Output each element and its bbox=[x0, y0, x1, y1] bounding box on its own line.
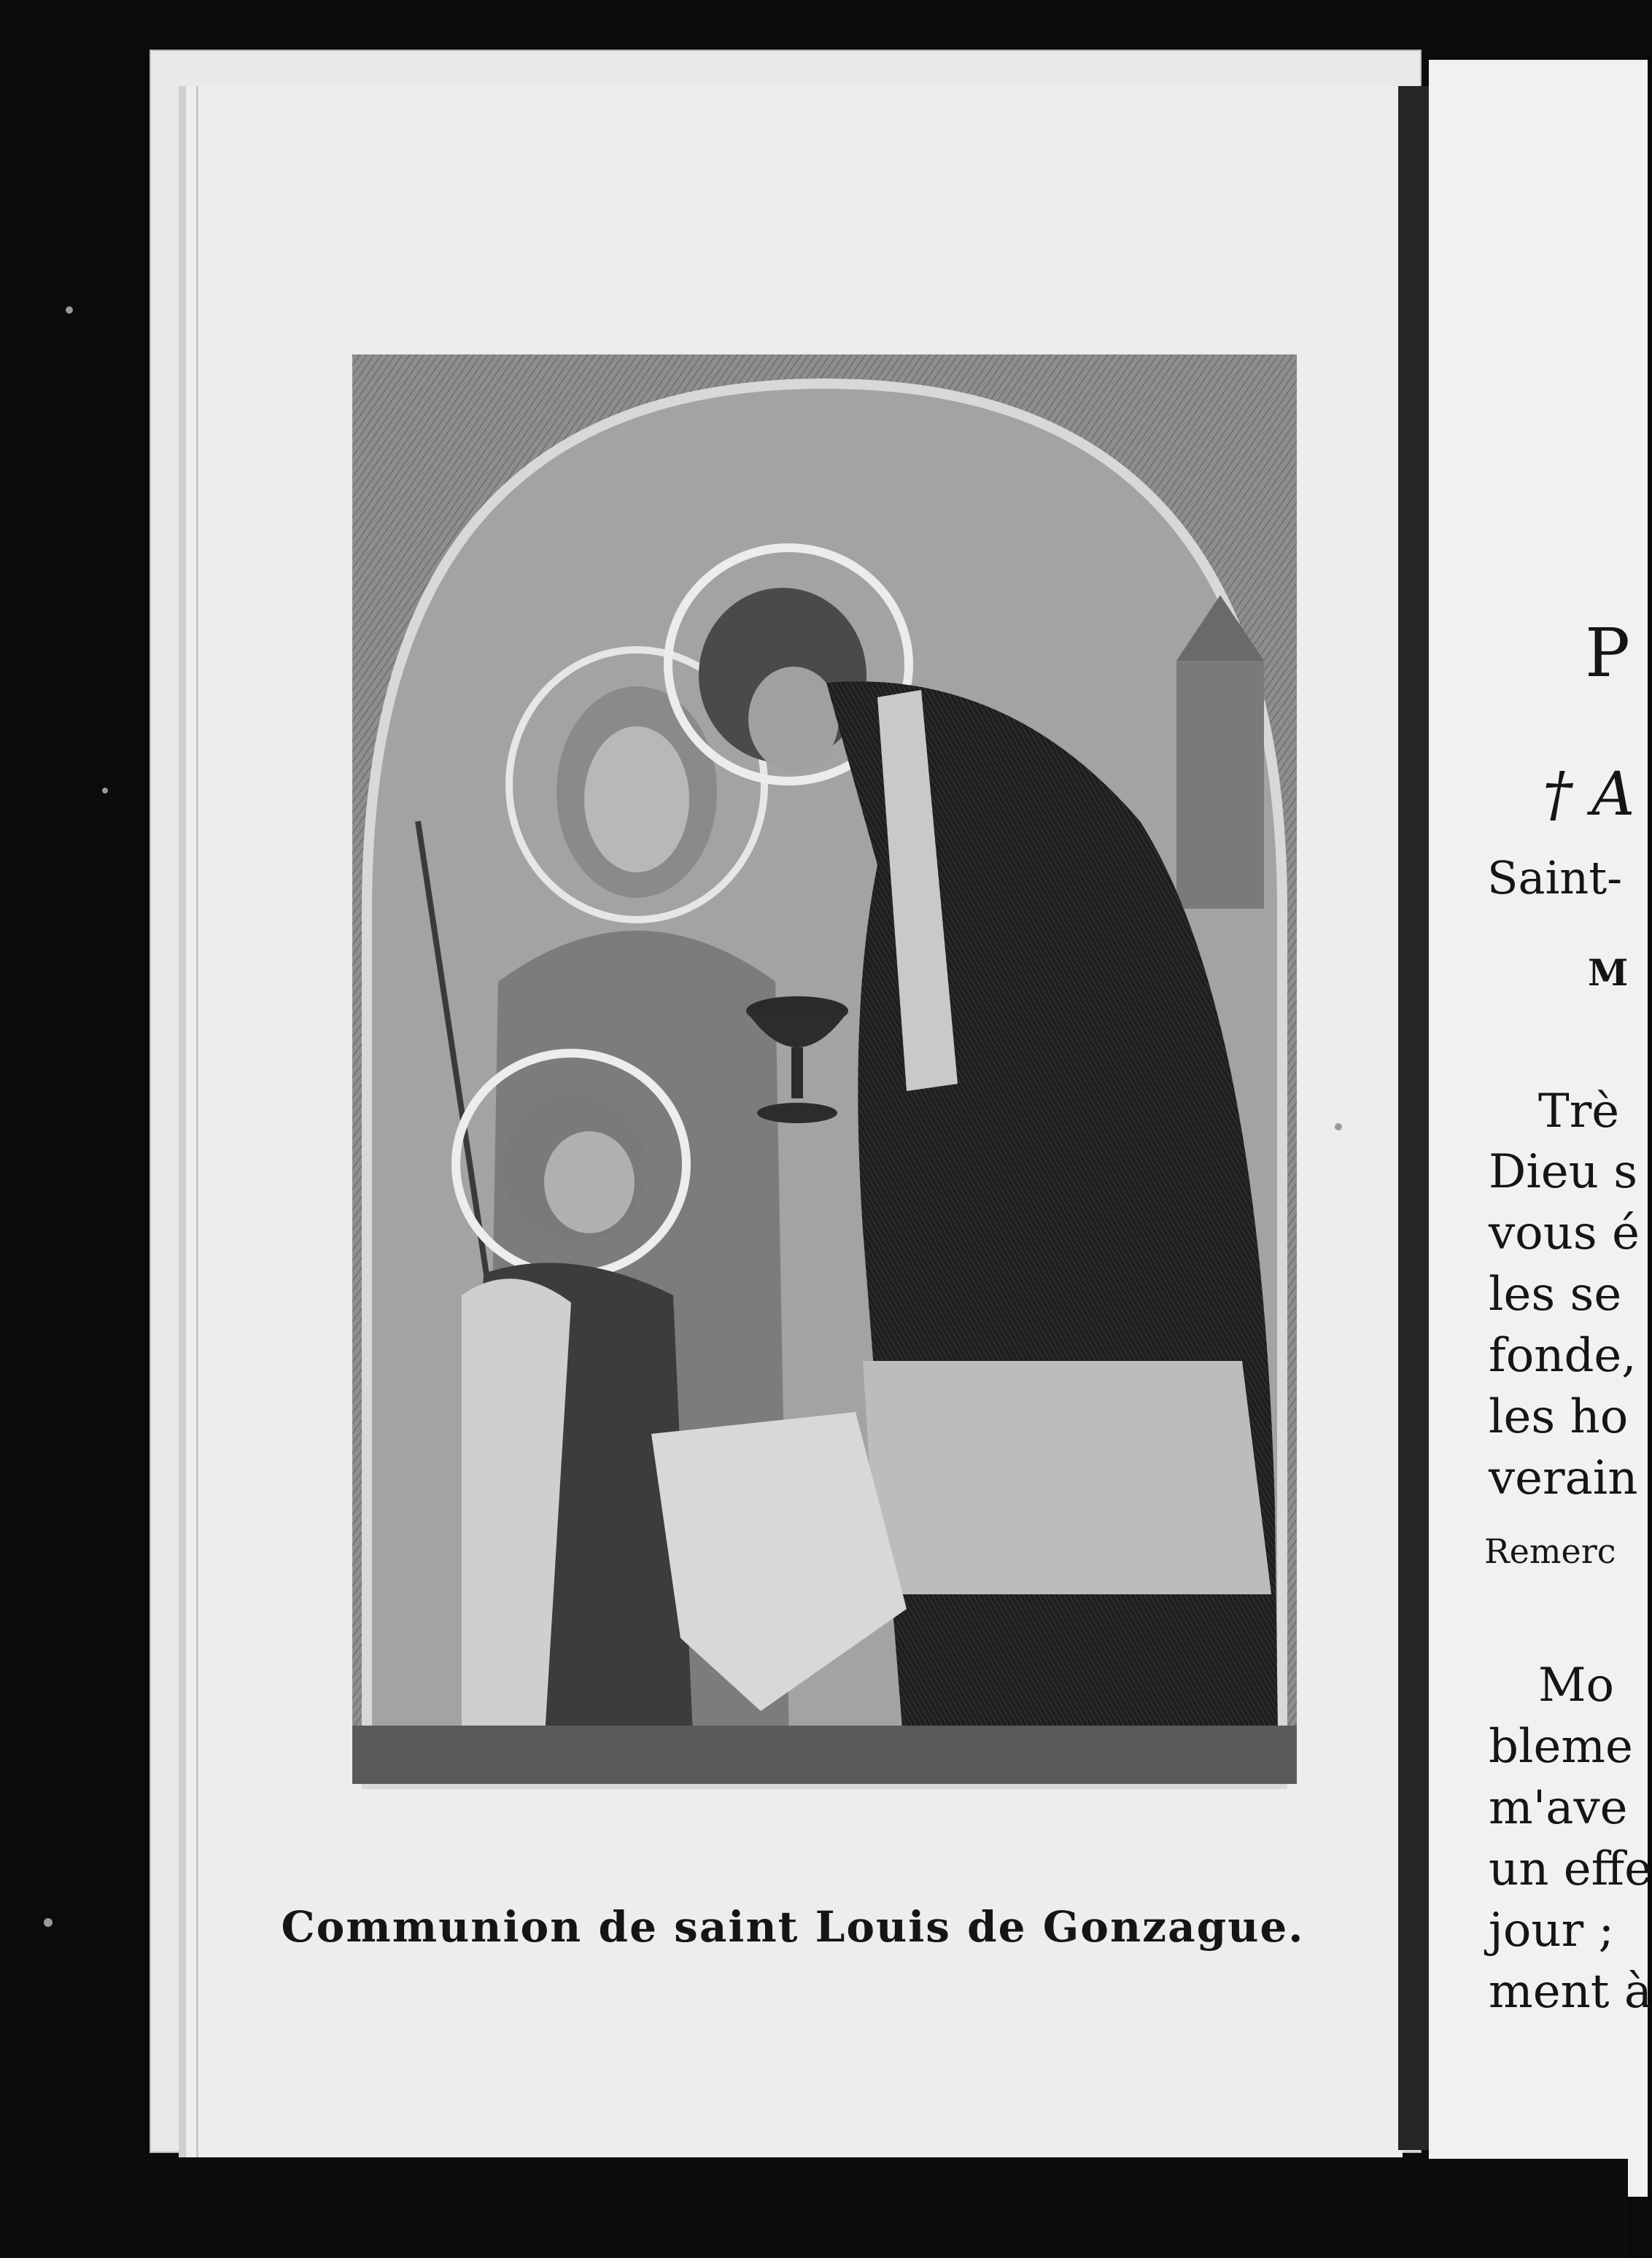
paragraph-2-line: m'ave bbox=[1489, 1781, 1628, 1835]
dust-speck bbox=[102, 788, 108, 794]
left-page bbox=[179, 86, 1403, 2157]
paragraph-2-line: jour ; bbox=[1489, 1904, 1615, 1958]
paragraph-1-line: les se bbox=[1489, 1268, 1622, 1322]
note-line: Remerc bbox=[1484, 1532, 1616, 1571]
paragraph-1-line: Trè bbox=[1538, 1085, 1620, 1138]
paragraph-2-line: un effe bbox=[1489, 1842, 1652, 1896]
illustration-caption: Communion de saint Louis de Gonzague. bbox=[281, 1902, 1305, 1952]
dust-speck bbox=[1335, 1123, 1342, 1130]
right-page bbox=[1429, 60, 1652, 2197]
paragraph-2-line: ment à bbox=[1489, 1965, 1652, 2019]
right-place-line: Saint- bbox=[1487, 851, 1623, 904]
right-m-line: M bbox=[1588, 951, 1629, 994]
engraving-artwork bbox=[352, 354, 1297, 1784]
page-gutter bbox=[1398, 86, 1429, 2150]
engraving-illustration bbox=[352, 354, 1297, 1784]
paragraph-2-line: bleme bbox=[1489, 1720, 1633, 1774]
paragraph-1-line: verain bbox=[1489, 1451, 1638, 1505]
right-cross-line: † A bbox=[1543, 760, 1635, 829]
paragraph-1-line: vous é bbox=[1489, 1206, 1640, 1260]
paragraph-1-line: les ho bbox=[1489, 1390, 1629, 1444]
dark-bottom-edge bbox=[0, 2159, 1628, 2258]
paragraph-1-line: fonde, bbox=[1489, 1329, 1637, 1383]
paragraph-1-line: Dieu s bbox=[1489, 1145, 1638, 1199]
dust-speck bbox=[66, 306, 73, 314]
right-heading: P bbox=[1585, 614, 1630, 692]
dust-speck bbox=[44, 1918, 53, 1927]
paragraph-2-line: Mo bbox=[1538, 1658, 1615, 1712]
